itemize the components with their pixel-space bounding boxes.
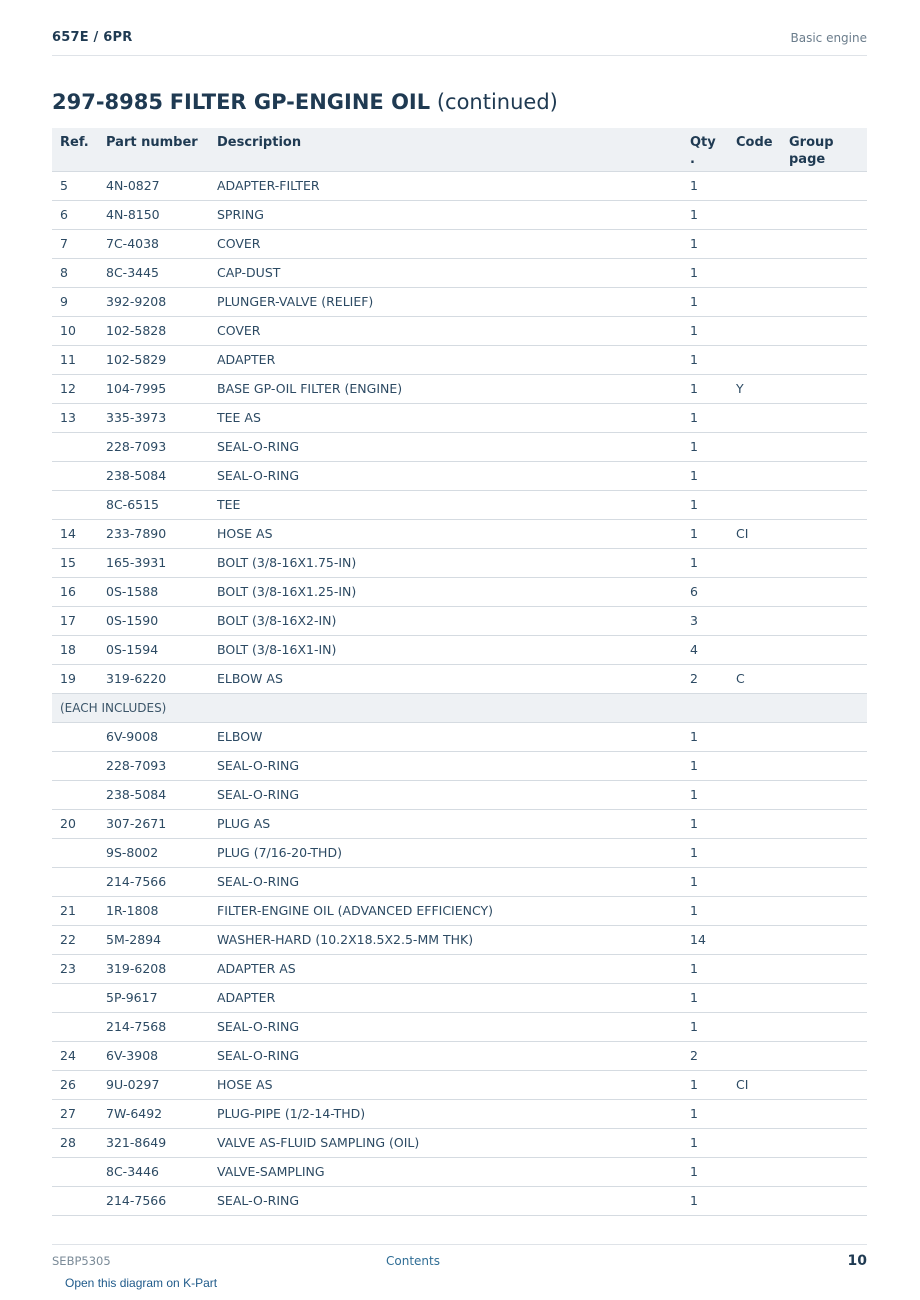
- table-row: [52, 983, 867, 1012]
- code-cell: C: [728, 664, 781, 693]
- group-page-cell: [781, 809, 867, 838]
- code-cell: [728, 200, 781, 229]
- ref-cell: 5: [52, 171, 98, 200]
- part-number-cell: 4N-8150: [98, 200, 209, 229]
- code-cell: [728, 983, 781, 1012]
- ref-cell: 18: [52, 635, 98, 664]
- qty-cell: 1: [682, 345, 728, 374]
- table-row: [52, 403, 867, 432]
- qty-cell: 2: [682, 664, 728, 693]
- qty-cell: 1: [682, 751, 728, 780]
- group-page-cell: [781, 751, 867, 780]
- description-cell: SPRING: [209, 200, 682, 229]
- ref-cell: 27: [52, 1099, 98, 1128]
- code-cell: [728, 287, 781, 316]
- description-cell: BOLT (3/8-16X1.25-IN): [209, 577, 682, 606]
- table-row: [52, 490, 867, 519]
- part-number-cell: 233-7890: [98, 519, 209, 548]
- qty-cell: 1: [682, 548, 728, 577]
- code-cell: [728, 838, 781, 867]
- ref-cell: 7: [52, 229, 98, 258]
- table-row: [52, 606, 867, 635]
- description-cell: ELBOW: [209, 722, 682, 751]
- qty-cell: 1: [682, 258, 728, 287]
- group-page-cell: [781, 896, 867, 925]
- ref-cell: 17: [52, 606, 98, 635]
- description-cell: SEAL-O-RING: [209, 1012, 682, 1041]
- code-cell: [728, 896, 781, 925]
- title-name: FILTER GP-ENGINE OIL: [169, 90, 431, 114]
- part-number-cell: 6V-3908: [98, 1041, 209, 1070]
- group-page-cell: [781, 1041, 867, 1070]
- table-row: [52, 1070, 867, 1099]
- qty-cell: 1: [682, 287, 728, 316]
- table-row: [52, 954, 867, 983]
- table-row: [52, 432, 867, 461]
- description-cell: VALVE-SAMPLING: [209, 1157, 682, 1186]
- ref-cell: [52, 838, 98, 867]
- code-cell: [728, 403, 781, 432]
- qty-cell: 1: [682, 722, 728, 751]
- description-cell: ADAPTER-FILTER: [209, 171, 682, 200]
- code-cell: [728, 577, 781, 606]
- group-page-cell: [781, 867, 867, 896]
- description-cell: SEAL-O-RING: [209, 461, 682, 490]
- code-cell: [728, 316, 781, 345]
- ref-cell: [52, 722, 98, 751]
- ref-cell: [52, 1012, 98, 1041]
- ref-cell: 21: [52, 896, 98, 925]
- code-cell: [728, 867, 781, 896]
- ref-cell: 8: [52, 258, 98, 287]
- qty-cell: 3: [682, 606, 728, 635]
- qty-cell: 1: [682, 1186, 728, 1215]
- part-number-cell: 4N-0827: [98, 171, 209, 200]
- table-row: [52, 374, 867, 403]
- part-number-cell: 335-3973: [98, 403, 209, 432]
- group-page-cell: [781, 664, 867, 693]
- part-number-cell: 8C-3445: [98, 258, 209, 287]
- column-header-code: Code: [728, 128, 781, 171]
- part-number-cell: 319-6220: [98, 664, 209, 693]
- description-cell: ELBOW AS: [209, 664, 682, 693]
- table-row: [52, 635, 867, 664]
- code-cell: [728, 635, 781, 664]
- code-cell: [728, 954, 781, 983]
- table-row: [52, 1186, 867, 1215]
- part-number-cell: 0S-1594: [98, 635, 209, 664]
- qty-cell: 1: [682, 403, 728, 432]
- contents-link[interactable]: Contents: [386, 1254, 440, 1268]
- parts-table: [52, 128, 867, 1216]
- part-number-cell: 307-2671: [98, 809, 209, 838]
- ref-cell: 15: [52, 548, 98, 577]
- part-number-cell: 6V-9008: [98, 722, 209, 751]
- description-cell: SEAL-O-RING: [209, 867, 682, 896]
- page-footer: [52, 1244, 867, 1274]
- qty-cell: 1: [682, 461, 728, 490]
- ref-cell: 23: [52, 954, 98, 983]
- parts-table-body: [52, 171, 867, 1215]
- group-page-cell: [781, 345, 867, 374]
- group-page-cell: [781, 1012, 867, 1041]
- qty-cell: 1: [682, 432, 728, 461]
- qty-cell: 1: [682, 780, 728, 809]
- ref-cell: 14: [52, 519, 98, 548]
- part-number-cell: 102-5828: [98, 316, 209, 345]
- group-page-cell: [781, 1128, 867, 1157]
- qty-cell: 2: [682, 1041, 728, 1070]
- description-cell: BOLT (3/8-16X2-IN): [209, 606, 682, 635]
- code-cell: [728, 925, 781, 954]
- qty-cell: 1: [682, 1157, 728, 1186]
- part-number-cell: 104-7995: [98, 374, 209, 403]
- part-number-cell: 319-6208: [98, 954, 209, 983]
- table-row: [52, 548, 867, 577]
- code-cell: [728, 809, 781, 838]
- ref-cell: 6: [52, 200, 98, 229]
- group-page-cell: [781, 1099, 867, 1128]
- table-row: [52, 1099, 867, 1128]
- part-number-cell: 228-7093: [98, 432, 209, 461]
- code-cell: [728, 1128, 781, 1157]
- ref-cell: 19: [52, 664, 98, 693]
- qty-cell: 1: [682, 171, 728, 200]
- group-page-cell: [781, 374, 867, 403]
- description-cell: ADAPTER AS: [209, 954, 682, 983]
- part-number-cell: 8C-6515: [98, 490, 209, 519]
- table-row: [52, 577, 867, 606]
- part-number-cell: 102-5829: [98, 345, 209, 374]
- qty-cell: 1: [682, 519, 728, 548]
- code-cell: [728, 258, 781, 287]
- description-cell: TEE: [209, 490, 682, 519]
- table-row: [52, 925, 867, 954]
- table-row: [52, 664, 867, 693]
- code-cell: [728, 780, 781, 809]
- description-cell: SEAL-O-RING: [209, 1186, 682, 1215]
- group-page-cell: [781, 1186, 867, 1215]
- ref-cell: 20: [52, 809, 98, 838]
- table-row: [52, 461, 867, 490]
- ref-cell: [52, 780, 98, 809]
- description-cell: SEAL-O-RING: [209, 751, 682, 780]
- code-cell: [728, 229, 781, 258]
- column-header-description: Description: [209, 128, 682, 171]
- ref-cell: [52, 432, 98, 461]
- table-row: [52, 1128, 867, 1157]
- description-cell: HOSE AS: [209, 1070, 682, 1099]
- code-cell: [728, 722, 781, 751]
- group-page-cell: [781, 780, 867, 809]
- group-page-cell: [781, 171, 867, 200]
- ref-cell: 11: [52, 345, 98, 374]
- model-label: 657E / 6PR: [52, 30, 133, 45]
- page-title: [52, 90, 558, 114]
- code-cell: [728, 1012, 781, 1041]
- ref-cell: 28: [52, 1128, 98, 1157]
- ref-cell: [52, 1157, 98, 1186]
- ref-cell: 26: [52, 1070, 98, 1099]
- table-row: [52, 751, 867, 780]
- open-kpart-link[interactable]: Open this diagram on K-Part: [65, 1276, 218, 1290]
- group-page-cell: [781, 1157, 867, 1186]
- ref-cell: [52, 461, 98, 490]
- code-cell: [728, 345, 781, 374]
- table-row: [52, 258, 867, 287]
- description-cell: CAP-DUST: [209, 258, 682, 287]
- group-page-cell: [781, 229, 867, 258]
- ref-cell: 12: [52, 374, 98, 403]
- code-cell: Y: [728, 374, 781, 403]
- group-page-cell: [781, 635, 867, 664]
- qty-cell: 1: [682, 983, 728, 1012]
- table-row: [52, 519, 867, 548]
- qty-cell: 6: [682, 577, 728, 606]
- table-row: [52, 722, 867, 751]
- qty-cell: 4: [682, 635, 728, 664]
- group-page-cell: [781, 490, 867, 519]
- description-cell: BASE GP-OIL FILTER (ENGINE): [209, 374, 682, 403]
- code-cell: [728, 461, 781, 490]
- group-page-cell: [781, 548, 867, 577]
- qty-cell: 1: [682, 1070, 728, 1099]
- part-number-cell: 8C-3446: [98, 1157, 209, 1186]
- table-row: [52, 200, 867, 229]
- code-cell: [728, 548, 781, 577]
- table-row: [52, 229, 867, 258]
- code-cell: [728, 490, 781, 519]
- description-cell: HOSE AS: [209, 519, 682, 548]
- document-code: SEBP5305: [52, 1254, 111, 1268]
- table-row: [52, 316, 867, 345]
- part-number-cell: 214-7568: [98, 1012, 209, 1041]
- section-label: Basic engine: [790, 31, 867, 45]
- table-header-row: [52, 128, 867, 171]
- group-page-cell: [781, 461, 867, 490]
- qty-cell: 1: [682, 374, 728, 403]
- part-number-cell: 9U-0297: [98, 1070, 209, 1099]
- part-number-cell: 1R-1808: [98, 896, 209, 925]
- part-number-cell: 321-8649: [98, 1128, 209, 1157]
- description-cell: SEAL-O-RING: [209, 1041, 682, 1070]
- group-page-cell: [781, 838, 867, 867]
- description-cell: COVER: [209, 316, 682, 345]
- code-cell: CI: [728, 519, 781, 548]
- description-cell: BOLT (3/8-16X1.75-IN): [209, 548, 682, 577]
- table-row: [52, 896, 867, 925]
- qty-cell: 1: [682, 896, 728, 925]
- code-cell: [728, 751, 781, 780]
- qty-cell: 1: [682, 954, 728, 983]
- ref-cell: 10: [52, 316, 98, 345]
- ref-cell: 9: [52, 287, 98, 316]
- group-page-cell: [781, 287, 867, 316]
- page-header: [52, 28, 867, 56]
- part-number-cell: 228-7093: [98, 751, 209, 780]
- qty-cell: 1: [682, 490, 728, 519]
- group-page-cell: [781, 577, 867, 606]
- ref-cell: [52, 490, 98, 519]
- part-number-cell: 7C-4038: [98, 229, 209, 258]
- table-row: [52, 1012, 867, 1041]
- qty-cell: 1: [682, 838, 728, 867]
- part-number-cell: 165-3931: [98, 548, 209, 577]
- page-number: 10: [847, 1253, 867, 1269]
- description-cell: SEAL-O-RING: [209, 780, 682, 809]
- qty-cell: 1: [682, 1012, 728, 1041]
- group-page-cell: [781, 316, 867, 345]
- code-cell: [728, 171, 781, 200]
- part-number-cell: 214-7566: [98, 867, 209, 896]
- description-cell: ADAPTER: [209, 983, 682, 1012]
- qty-cell: 1: [682, 200, 728, 229]
- code-cell: [728, 1157, 781, 1186]
- table-row: [52, 345, 867, 374]
- group-page-cell: [781, 258, 867, 287]
- description-cell: PLUG AS: [209, 809, 682, 838]
- table-row: [52, 171, 867, 200]
- table-row: [52, 809, 867, 838]
- part-number-cell: 5P-9617: [98, 983, 209, 1012]
- code-cell: [728, 432, 781, 461]
- group-page-cell: [781, 983, 867, 1012]
- group-page-cell: [781, 200, 867, 229]
- table-row: [52, 287, 867, 316]
- part-number-cell: 392-9208: [98, 287, 209, 316]
- group-page-cell: [781, 1070, 867, 1099]
- table-row: [52, 780, 867, 809]
- code-cell: [728, 606, 781, 635]
- description-cell: COVER: [209, 229, 682, 258]
- qty-cell: 1: [682, 867, 728, 896]
- table-row: [52, 1157, 867, 1186]
- qty-cell: 14: [682, 925, 728, 954]
- group-page-cell: [781, 606, 867, 635]
- ref-cell: 16: [52, 577, 98, 606]
- table-note-row: [52, 693, 867, 722]
- code-cell: [728, 1186, 781, 1215]
- part-number-cell: 7W-6492: [98, 1099, 209, 1128]
- column-header-group-page: Group page: [781, 128, 867, 171]
- ref-cell: [52, 983, 98, 1012]
- column-header-ref: Ref.: [52, 128, 98, 171]
- group-page-cell: [781, 403, 867, 432]
- column-header-qty: Qty .: [682, 128, 728, 171]
- description-cell: VALVE AS-FLUID SAMPLING (OIL): [209, 1128, 682, 1157]
- part-number-cell: 0S-1588: [98, 577, 209, 606]
- part-number-cell: 5M-2894: [98, 925, 209, 954]
- ref-cell: [52, 867, 98, 896]
- code-cell: [728, 1099, 781, 1128]
- qty-cell: 1: [682, 1099, 728, 1128]
- code-cell: CI: [728, 1070, 781, 1099]
- part-number-cell: 214-7566: [98, 1186, 209, 1215]
- part-number-cell: 0S-1590: [98, 606, 209, 635]
- group-page-cell: [781, 722, 867, 751]
- group-page-cell: [781, 519, 867, 548]
- ref-cell: 13: [52, 403, 98, 432]
- description-cell: PLUNGER-VALVE (RELIEF): [209, 287, 682, 316]
- table-row: [52, 1041, 867, 1070]
- part-number-cell: 238-5084: [98, 780, 209, 809]
- description-cell: SEAL-O-RING: [209, 432, 682, 461]
- description-cell: PLUG-PIPE (1/2-14-THD): [209, 1099, 682, 1128]
- qty-cell: 1: [682, 809, 728, 838]
- code-cell: [728, 1041, 781, 1070]
- qty-cell: 1: [682, 229, 728, 258]
- qty-cell: 1: [682, 1128, 728, 1157]
- description-cell: ADAPTER: [209, 345, 682, 374]
- group-page-cell: [781, 925, 867, 954]
- group-page-cell: [781, 432, 867, 461]
- group-page-cell: [781, 954, 867, 983]
- description-cell: TEE AS: [209, 403, 682, 432]
- description-cell: WASHER-HARD (10.2X18.5X2.5-MM THK): [209, 925, 682, 954]
- ref-cell: [52, 1186, 98, 1215]
- part-number-cell: 238-5084: [98, 461, 209, 490]
- title-part-number: 297-8985: [52, 90, 163, 114]
- table-row: [52, 867, 867, 896]
- description-cell: BOLT (3/8-16X1-IN): [209, 635, 682, 664]
- ref-cell: 24: [52, 1041, 98, 1070]
- qty-cell: 1: [682, 316, 728, 345]
- note-cell: (EACH INCLUDES): [52, 693, 867, 722]
- ref-cell: [52, 751, 98, 780]
- title-suffix: (continued): [436, 90, 558, 114]
- ref-cell: 22: [52, 925, 98, 954]
- description-cell: PLUG (7/16-20-THD): [209, 838, 682, 867]
- description-cell: FILTER-ENGINE OIL (ADVANCED EFFICIENCY): [209, 896, 682, 925]
- part-number-cell: 9S-8002: [98, 838, 209, 867]
- column-header-part-number: Part number: [98, 128, 209, 171]
- table-row: [52, 838, 867, 867]
